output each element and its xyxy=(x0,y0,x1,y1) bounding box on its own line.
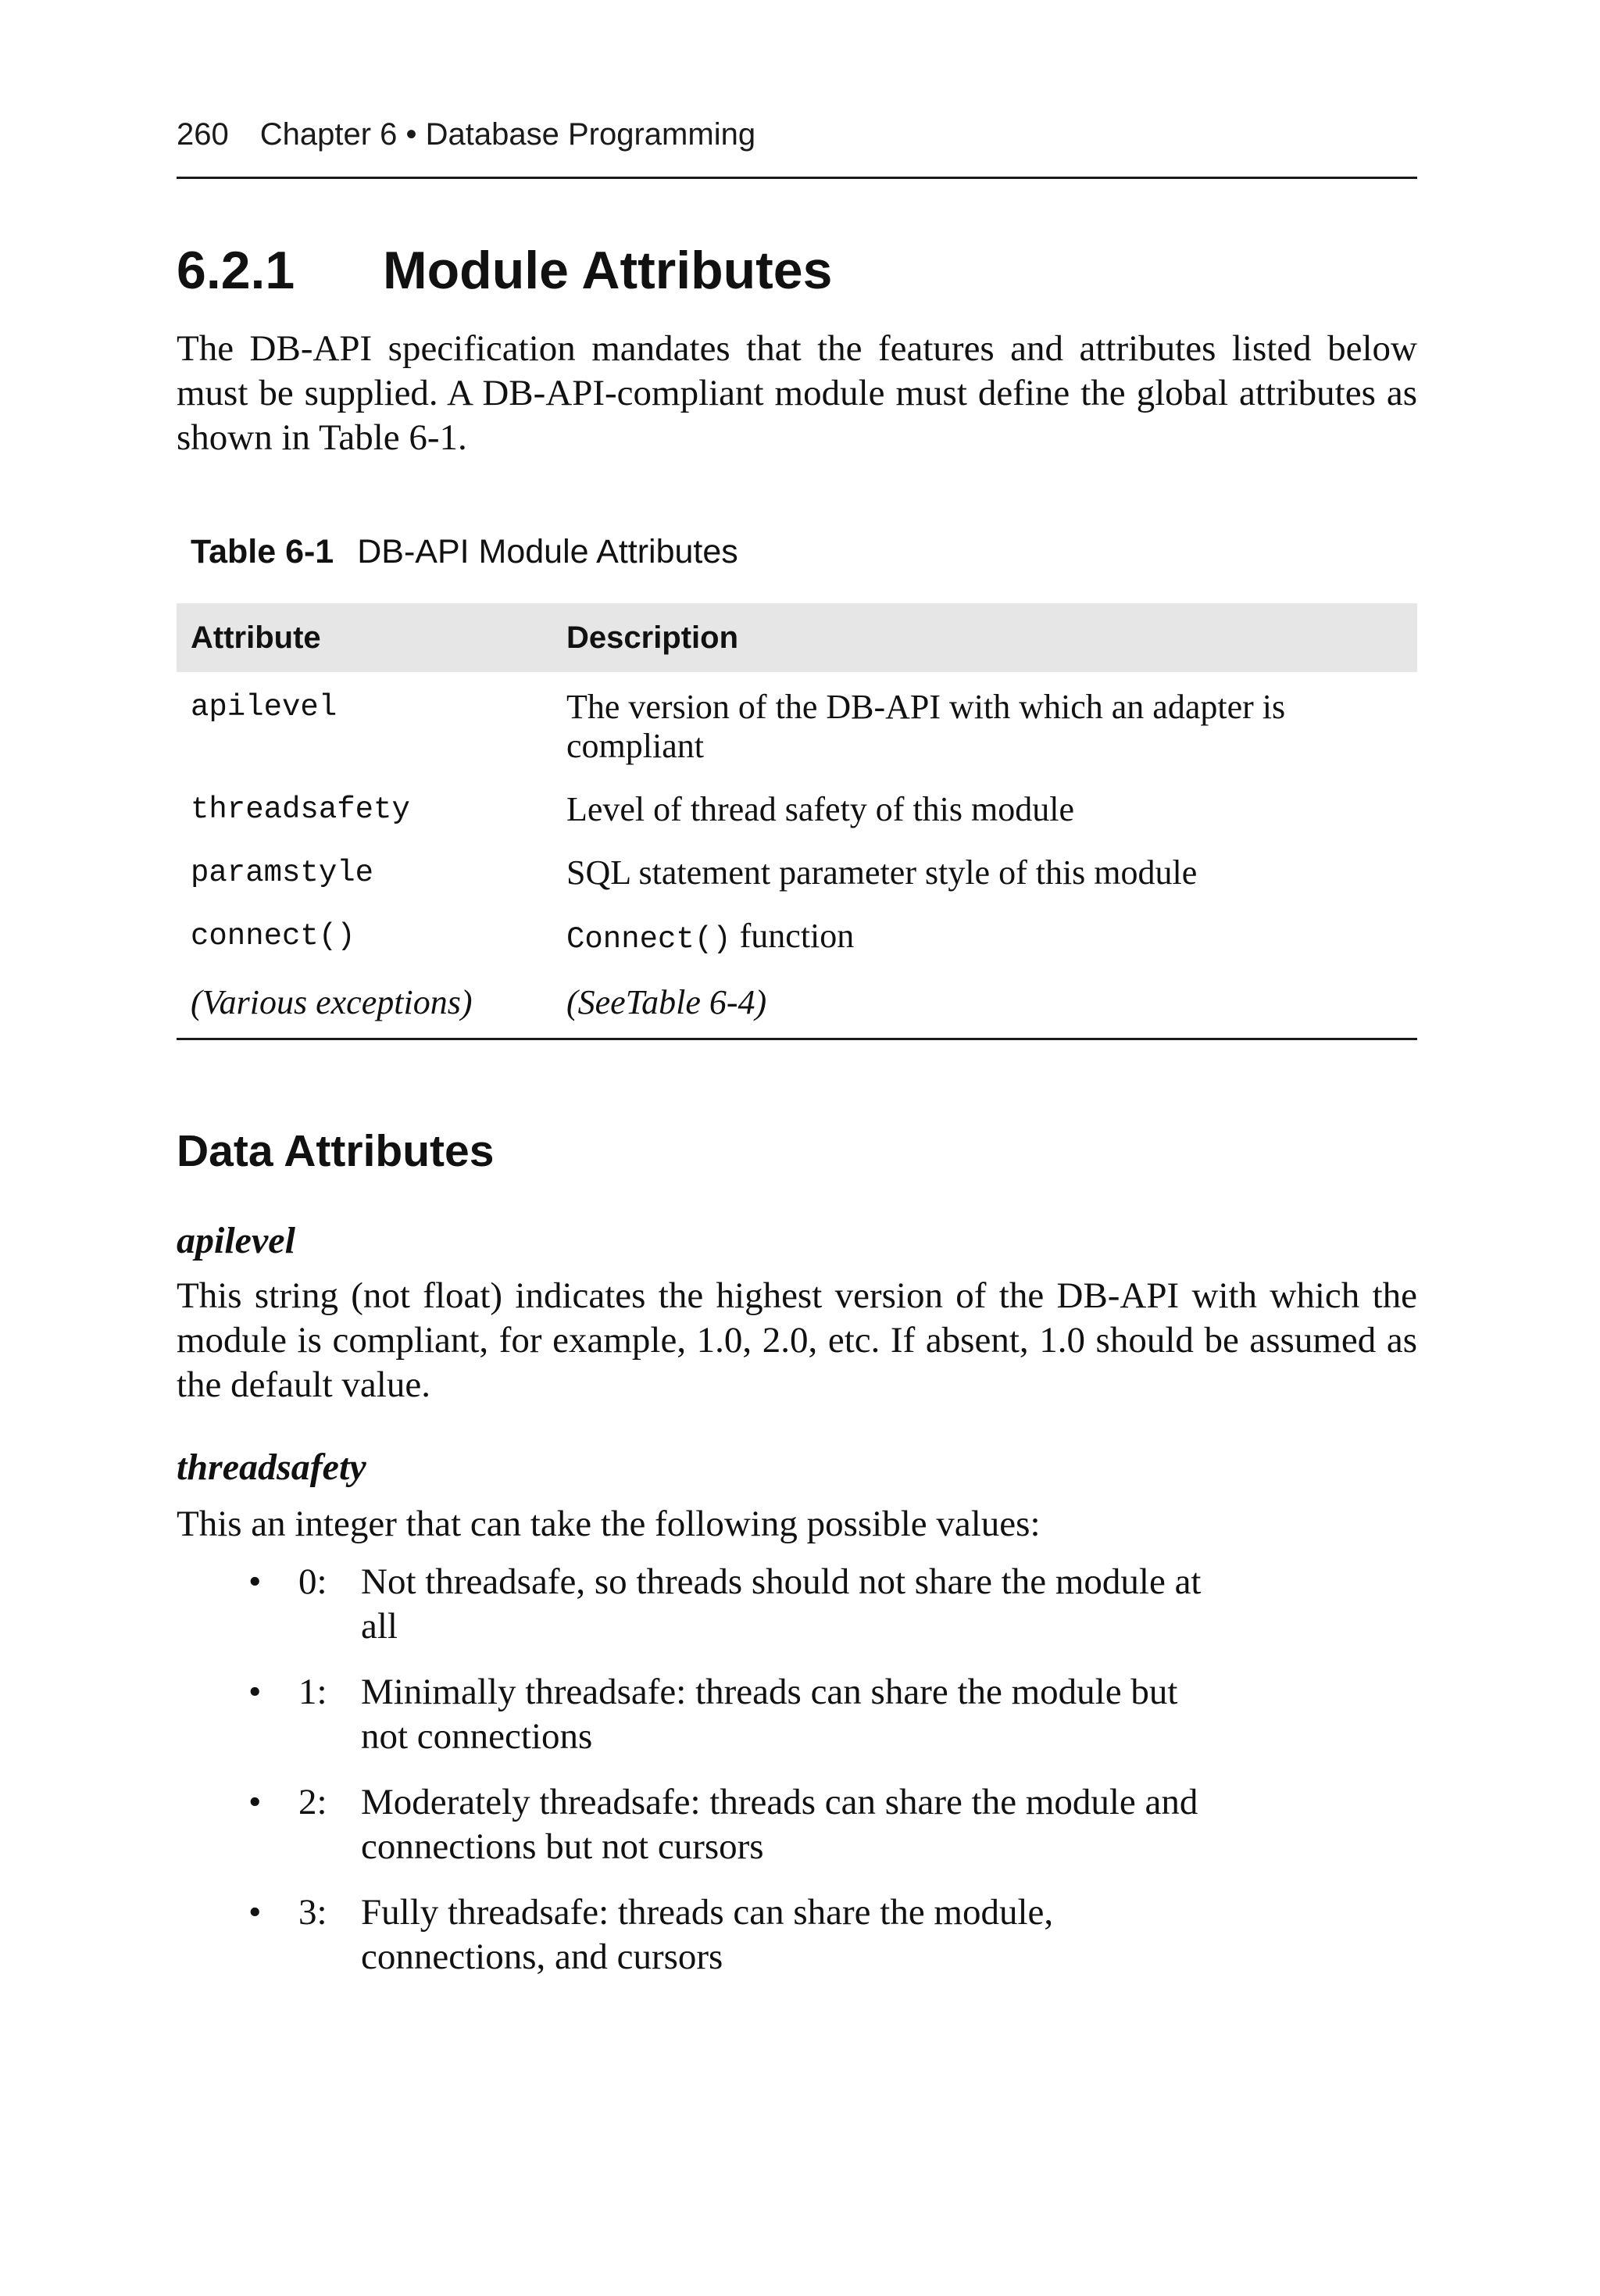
description-cell: SQL statement parameter style of this module xyxy=(566,853,1198,892)
bullet-icon: • xyxy=(248,1561,262,1602)
description-cell: Level of thread safety of this module xyxy=(566,790,1075,828)
table-label: Table 6-1 xyxy=(191,533,334,570)
column-header-description: Description xyxy=(552,603,1417,672)
list-item xyxy=(177,1560,1212,1649)
description-code: Connect() xyxy=(566,922,731,957)
bullet-icon: • xyxy=(248,1672,262,1712)
list-item-value: 3: xyxy=(298,1892,327,1933)
table-row xyxy=(177,969,1417,1039)
section-title: Module Attributes xyxy=(383,241,833,300)
list-item-text: Not threadsafe, so threads should not share the module at all xyxy=(361,1561,1202,1647)
description-cell: The version of the DB-API with which an adapter is compliant xyxy=(566,688,1286,765)
table-row xyxy=(177,672,1417,776)
threadsafety-term: threadsafety xyxy=(177,1447,366,1488)
list-item xyxy=(177,1780,1212,1869)
list-item xyxy=(177,1890,1212,1979)
attribute-cell: apilevel xyxy=(191,690,338,724)
list-item-value: 1: xyxy=(298,1672,327,1712)
column-header-attribute: Attribute xyxy=(177,603,552,672)
list-item xyxy=(177,1670,1212,1759)
bullet-icon: • xyxy=(248,1782,262,1822)
attribute-cell: paramstyle xyxy=(191,856,374,890)
description-text: function xyxy=(730,917,855,955)
table-row xyxy=(177,776,1417,839)
apilevel-paragraph: This string (not float) indicates the highest version of the DB-API with which the module is compliant, for example, 1.0, 2.0, etc. If absent, 1.0 should be assumed as the default value. xyxy=(177,1275,1417,1405)
attribute-cell: connect() xyxy=(191,919,355,953)
module-attributes-table xyxy=(177,603,1417,1040)
page-number: 260 xyxy=(177,117,229,152)
list-item-text: Fully threadsafe: threads can share the module, connections, and cursors xyxy=(361,1892,1054,1977)
list-item-text: Moderately threadsafe: threads can share the module and connections but not cursors xyxy=(361,1782,1198,1867)
section-heading xyxy=(177,241,833,300)
apilevel-term: apilevel xyxy=(177,1220,295,1261)
threadsafety-paragraph: This an integer that can take the following possible values: xyxy=(177,1504,1041,1544)
list-item-text: Minimally threadsafe: threads can share the module but not connections xyxy=(361,1672,1178,1757)
table-title: DB-API Module Attributes xyxy=(357,533,738,570)
description-cell: (SeeTable 6-4) xyxy=(566,983,767,1021)
intro-paragraph: The DB-API specification mandates that the features and attributes listed below must be supplied. A DB-API-compliant module must define the global attributes as shown in Table 6-1. xyxy=(177,328,1417,458)
attribute-cell: threadsafety xyxy=(191,792,410,827)
running-title: Chapter 6 • Database Programming xyxy=(259,117,756,152)
section-number: 6.2.1 xyxy=(177,241,295,300)
list-item-value: 0: xyxy=(298,1561,327,1602)
running-header xyxy=(177,117,755,152)
table-row xyxy=(177,903,1417,969)
data-attributes-heading: Data Attributes xyxy=(177,1126,495,1176)
table-caption xyxy=(191,533,738,571)
table-header-row xyxy=(177,603,1417,672)
bullet-icon: • xyxy=(248,1892,262,1933)
table-row xyxy=(177,839,1417,903)
list-item-value: 2: xyxy=(298,1782,327,1822)
description-cell xyxy=(552,903,1417,969)
attribute-cell: (Various exceptions) xyxy=(191,983,473,1021)
header-rule xyxy=(177,177,1417,179)
threadsafety-values-list xyxy=(177,1560,1417,2001)
